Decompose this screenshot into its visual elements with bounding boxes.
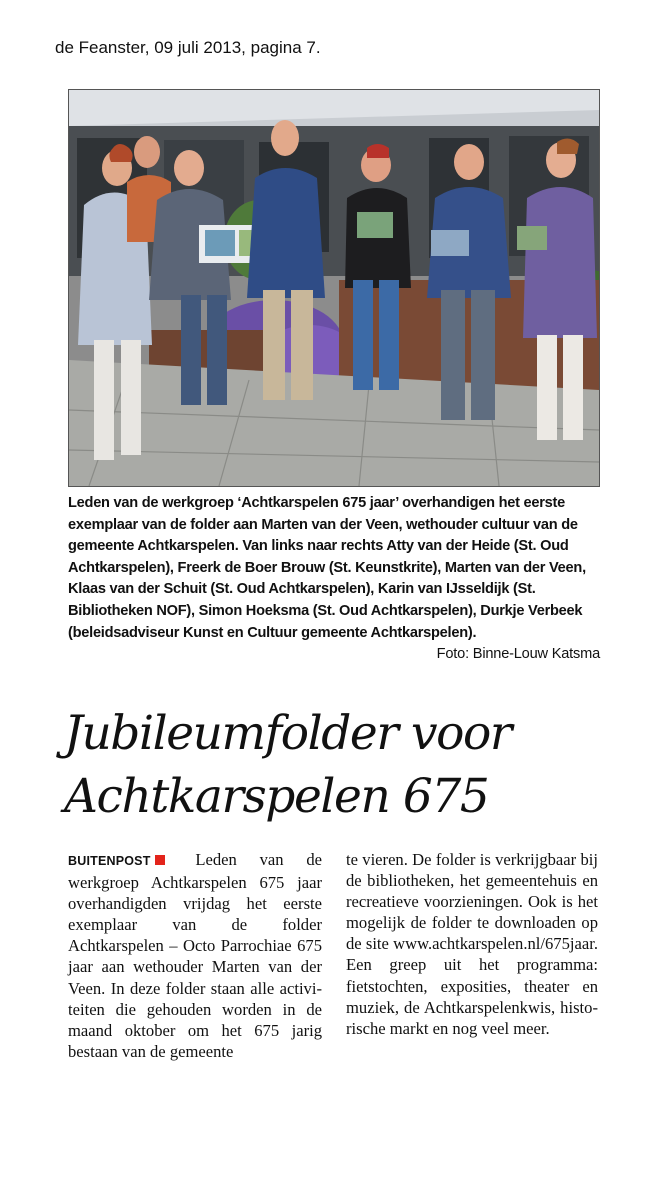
group-photo [68, 89, 600, 487]
photo-caption [68, 493, 600, 666]
article-text-1: Leden van de werkgroep Achtkarspelen 675 jaar overhandigden vrijdag het eerste exemplaar van de folder Achtkarspelen – Octo Parrochiae 675 jaar aan wethouder Marten van der Veen. In deze folder staan alle activiteiten die gehouden worden in de maand oktober om het 675 jarig bestaan van de gemeente [68, 850, 322, 1061]
article-text-2: te vieren. De folder is verkrijgbaar bij de bibliotheken, het gemeentehuis en recreatieve voorzieningen. Ook is het mogelijk de folder te downloaden op de site www.achtkarspelen.nl/675jaar. Een greep uit het programma: fietstochten, exposities, theater en muziek, de Achtkarspelenkwis, historische markt en nog veel meer. [346, 850, 598, 1038]
article-column-2 [346, 849, 598, 1039]
dateline: BUITENPOST [68, 854, 151, 868]
photo-credit: Foto: Binne-Louw Katsma [436, 646, 600, 663]
source-line: de Feanster, 09 juli 2013, pagina 7. [55, 38, 321, 57]
headline [64, 702, 634, 828]
headline-line-2: Achtkarspelen 675 [64, 769, 489, 824]
red-square-icon [155, 855, 165, 865]
headline-line-1: Jubileumfolder voor [64, 706, 511, 761]
caption-text: Leden van de werkgroep ‘Achtkarspelen 675 jaar’ overhandigen het eerste exemplaar van de folder aan Marten van der Veen, wethouder cultuur van de gemeente Achtkarspelen. Van links naar rechts Atty van der Heide (St. Oud Achtkarspelen), Freerk de Boer Brouw (St. Keunstkrite), Marten van der Veen, Klaas van der Schuit (St. Oud Achtkarspelen), Karin van IJsseldijk (St. Bibliotheken NOF), Simon Hoeksma (St. Oud Achtkarspelen), Durkje Verbeek (beleidsadviseur Kunst en Cultuur gemeente Achtkarspelen). [68, 495, 586, 641]
article-column-1 [68, 849, 322, 1062]
